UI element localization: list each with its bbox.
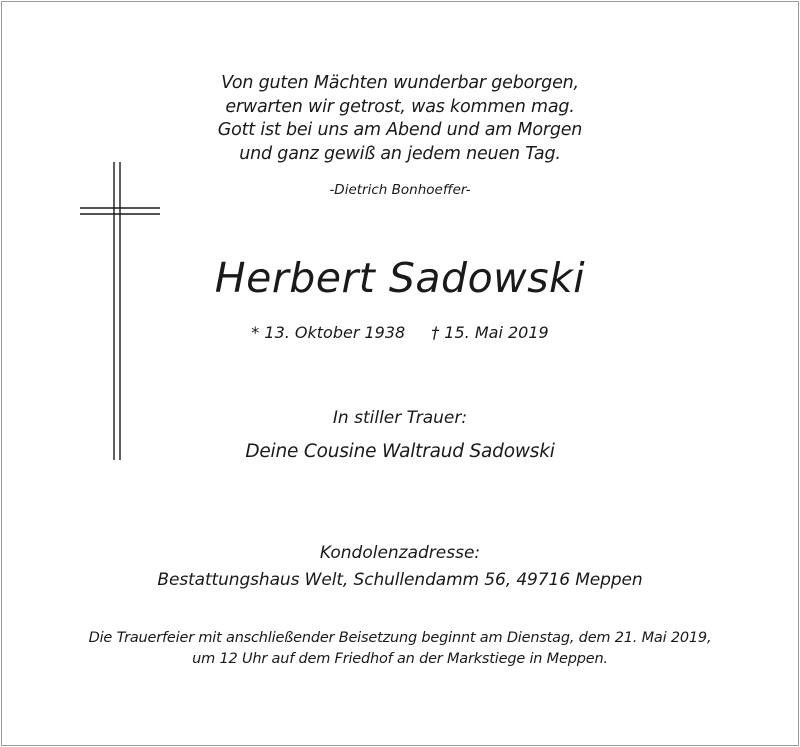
deceased-name: Herbert Sadowski [214,254,586,302]
notice-line: um 12 Uhr auf dem Friedhof an der Markstiege in Meppen. [192,651,608,667]
life-dates [0,323,800,342]
poem-author: -Dietrich Bonhoeffer- [329,182,471,198]
mourner-names: Deine Cousine Waltraud Sadowski [245,441,555,462]
condolence-label: Kondolenzadresse: [319,543,481,563]
birth-date: * 13. Oktober 1938 [251,323,406,342]
poem-line: Von guten Mächten wunderbar geborgen, [221,73,579,93]
poem-line: und ganz gewiß an jedem neuen Tag. [239,143,561,164]
poem-line: Gott ist bei uns am Abend und am Morgen [217,120,583,140]
bonhoeffer-poem [0,72,800,166]
condolence-address: Bestattungshaus Welt, Schullendamm 56, 49716 Meppen [157,570,643,590]
funeral-notice [0,628,800,670]
notice-line: Die Trauerfeier mit anschließender Beisetzung beginnt am Dienstag, dem 21. Mai 2019, [88,630,712,646]
poem-line: erwarten wir getrost, was kommen mag. [225,96,575,117]
death-date: † 15. Mai 2019 [431,323,549,342]
mourners-label: In stiller Trauer: [332,408,468,428]
